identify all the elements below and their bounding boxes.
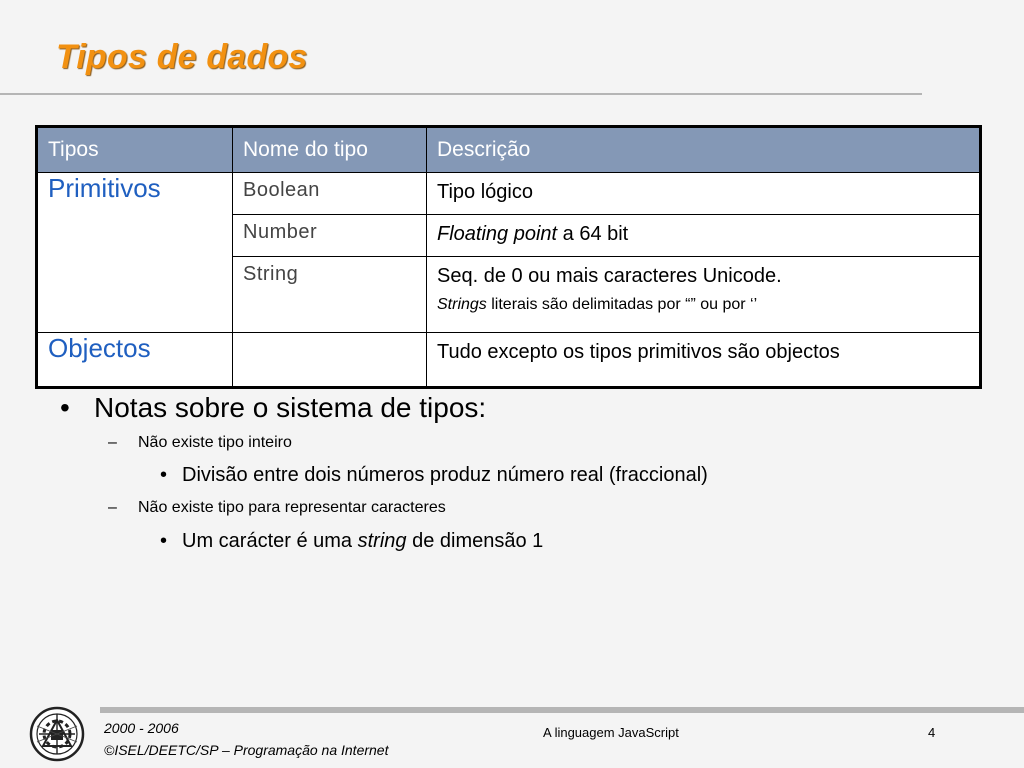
floating-point-text: Floating point [437,223,558,245]
header-nome-do-tipo: Nome do tipo [233,127,427,173]
table-header-row [37,127,981,173]
footer-years: 2000 - 2006 [104,720,179,736]
bullet-marker: • [160,464,168,486]
string-emphasis: string [357,530,407,552]
header-descricao: Descrição [427,127,981,173]
type-name-objectos-empty [233,333,427,388]
type-desc-number-rest: a 64 bit [557,223,629,245]
note-item-1: Não existe tipo inteiro [138,434,292,451]
bullet-marker: • [160,530,168,552]
type-desc-string-note-rest: literais são delimitadas por “” ou por ‘’ [486,296,758,313]
header-tipos: Tipos [37,127,233,173]
type-desc-boolean: Tipo lógico [427,173,981,215]
type-name-boolean: Boolean [233,173,427,215]
type-desc-string-note [437,296,969,314]
note-item-2-sub-pre: Um carácter é uma [182,530,358,552]
footer-course-title: A linguagem JavaScript [543,725,679,740]
dash-marker: – [108,499,117,516]
title-divider [0,93,922,95]
strings-text: Strings [437,296,487,313]
note-item-1-sub: Divisão entre dois números produz número real (fraccional) [182,464,708,486]
bullet-marker: • [60,392,70,423]
isel-logo-icon [29,706,85,762]
dash-marker: – [108,434,117,451]
type-desc-number [427,215,981,257]
group-primitivos: Primitivos [37,173,233,333]
slide-title: Tipos de dados [56,38,308,76]
note-item-2: Não existe tipo para representar caracteres [138,499,446,516]
table-row [37,333,981,388]
footer-divider [100,707,1024,713]
footer-copyright: ©ISEL/DEETC/SP – Programação na Internet [104,742,389,758]
notes-heading: Notas sobre o sistema de tipos: [94,392,487,423]
group-objectos: Objectos [37,333,233,388]
type-desc-string-line: Seq. de 0 ou mais caracteres Unicode. [437,265,782,287]
type-desc-objectos: Tudo excepto os tipos primitivos são objectos [427,333,981,388]
note-item-2-sub-post: de dimensão 1 [406,530,544,552]
type-name-string: String [233,257,427,333]
table-row [37,173,981,215]
type-name-number: Number [233,215,427,257]
page-number: 4 [928,725,936,740]
types-table [35,125,982,389]
type-desc-string [427,257,981,333]
note-item-2-sub [182,530,543,553]
footer-credits [104,717,388,761]
